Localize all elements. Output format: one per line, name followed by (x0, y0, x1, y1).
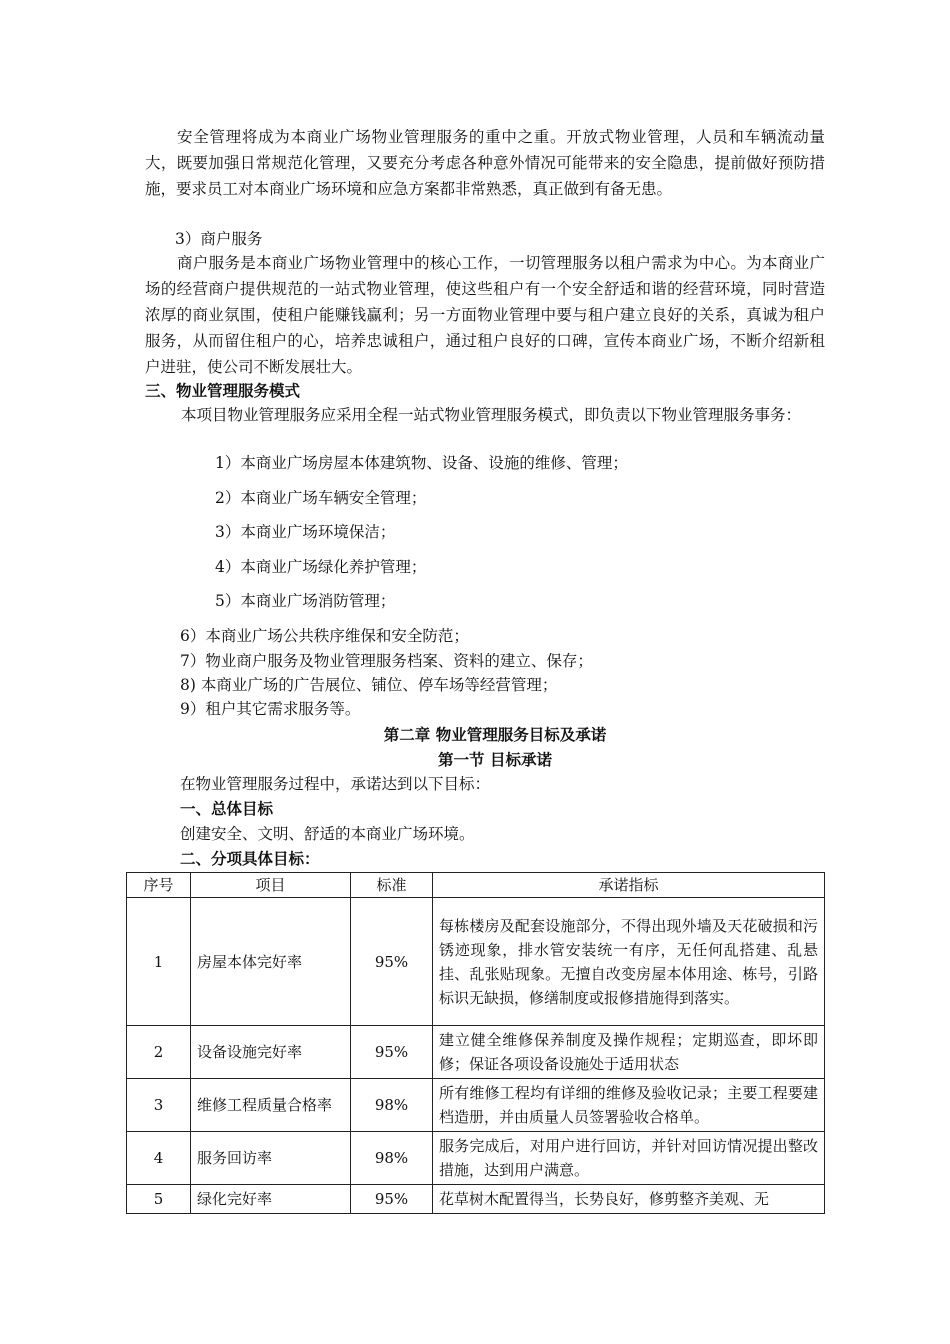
cell-no: 2 (127, 1026, 191, 1079)
goal-1-text: 创建安全、文明、舒适的本商业广场环境。 (180, 825, 475, 843)
item-3-title: 3）商户服务 (175, 230, 263, 248)
section-3-title: 三、物业管理服务模式 (145, 382, 301, 400)
paragraph-safety: 安全管理将成为本商业广场物业管理服务的重中之重。开放式物业管理，人员和车辆流动量大，既要加强日常规范化管理，又要充分考虑各种意外情况可能带来的安全隐患，提前做好预防措施，要求员工对本商业广场环境和应急方案都非常熟悉，真正做到有备无患。 (145, 128, 825, 198)
service-item-8: 8) 本商业广场的广告展位、铺位、停车场等经营管理； (180, 676, 558, 694)
cell-item: 绿化完好率 (191, 1185, 351, 1214)
table-row (127, 1026, 825, 1079)
cell-indicator: 每栋楼房及配套设施部分，不得出现外墙及天花破损和污锈迹现象，排水管安装统一有序，无任何乱搭建、乱悬挂、乱张贴现象。无擅自改变房屋本体用途、栋号，引路标识无缺损，修缮制度或报修措施得到落实。 (433, 898, 825, 1026)
cell-indicator: 花草树木配置得当，长势良好，修剪整齐美观、无 (433, 1185, 825, 1214)
cell-item: 设备设施完好率 (191, 1026, 351, 1079)
goal-2-title: 二、分项具体目标： (180, 850, 320, 868)
cell-no: 5 (127, 1185, 191, 1214)
cell-standard: 98% (351, 1132, 433, 1185)
service-item-6: 6）本商业广场公共秩序维保和安全防范； (180, 627, 469, 645)
cell-item: 房屋本体完好率 (191, 898, 351, 1026)
service-item-1: 1）本商业广场房屋本体建筑物、设备、设施的维修、管理； (215, 454, 628, 472)
header-indicator: 承诺指标 (433, 873, 825, 898)
intro-text: 在物业管理服务过程中，承诺达到以下目标： (180, 775, 491, 793)
service-item-9: 9）租户其它需求服务等。 (180, 700, 361, 718)
paragraph-service-mode: 本项目物业管理服务应采用全程一站式物业管理服务模式，即负责以下物业管理服务事务： (181, 406, 802, 424)
cell-item: 维修工程质量合格率 (191, 1079, 351, 1132)
chapter-title: 第二章 物业管理服务目标及承诺 (383, 726, 607, 744)
header-standard: 标准 (351, 873, 433, 898)
cell-indicator: 所有维修工程均有详细的维修及验收记录；主要工程要建档造册，并由质量人员签署验收合格单。 (433, 1079, 825, 1132)
cell-item: 服务回访率 (191, 1132, 351, 1185)
header-item: 项目 (191, 873, 351, 898)
cell-no: 4 (127, 1132, 191, 1185)
cell-no: 1 (127, 898, 191, 1026)
paragraph-tenant-service: 商户服务是本商业广场物业管理中的核心工作，一切管理服务以租户需求为中心。为本商业广场的经营商户提供规范的一站式物业管理，使这些租户有一个安全舒适和谐的经营环境，同时营造浓厚的商业氛围，使租户能赚钱赢利；另一方面物业管理中要与租户建立良好的关系，真诚为租户服务，从而留住租户的心，培养忠诚租户，通过租户良好的口碑，宣传本商业广场，不断介绍新租户进驻，使公司不断发展壮大。 (145, 254, 825, 376)
cell-indicator: 建立健全维修保养制度及操作规程；定期巡查，即坏即修；保证各项设备设施处于适用状态 (433, 1026, 825, 1079)
service-item-3: 3）本商业广场环境保洁； (215, 523, 396, 541)
service-item-5: 5）本商业广场消防管理； (215, 592, 396, 610)
table-row (127, 1185, 825, 1214)
goals-table (126, 872, 825, 1214)
section-title: 第一节 目标承诺 (438, 751, 552, 769)
table-row (127, 1132, 825, 1185)
cell-standard: 95% (351, 1026, 433, 1079)
cell-no: 3 (127, 1079, 191, 1132)
header-no: 序号 (127, 873, 191, 898)
table-header-row (127, 873, 825, 898)
service-item-2: 2）本商业广场车辆安全管理； (215, 489, 427, 507)
goal-1-title: 一、总体目标 (180, 800, 274, 818)
table-row (127, 898, 825, 1026)
cell-standard: 95% (351, 898, 433, 1026)
service-item-4: 4）本商业广场绿化养护管理； (215, 558, 427, 576)
cell-indicator: 服务完成后，对用户进行回访，并针对回访情况提出整改措施，达到用户满意。 (433, 1132, 825, 1185)
table-row (127, 1079, 825, 1132)
cell-standard: 98% (351, 1079, 433, 1132)
service-item-7: 7）物业商户服务及物业管理服务档案、资料的建立、保存； (180, 652, 593, 670)
cell-standard: 95% (351, 1185, 433, 1214)
